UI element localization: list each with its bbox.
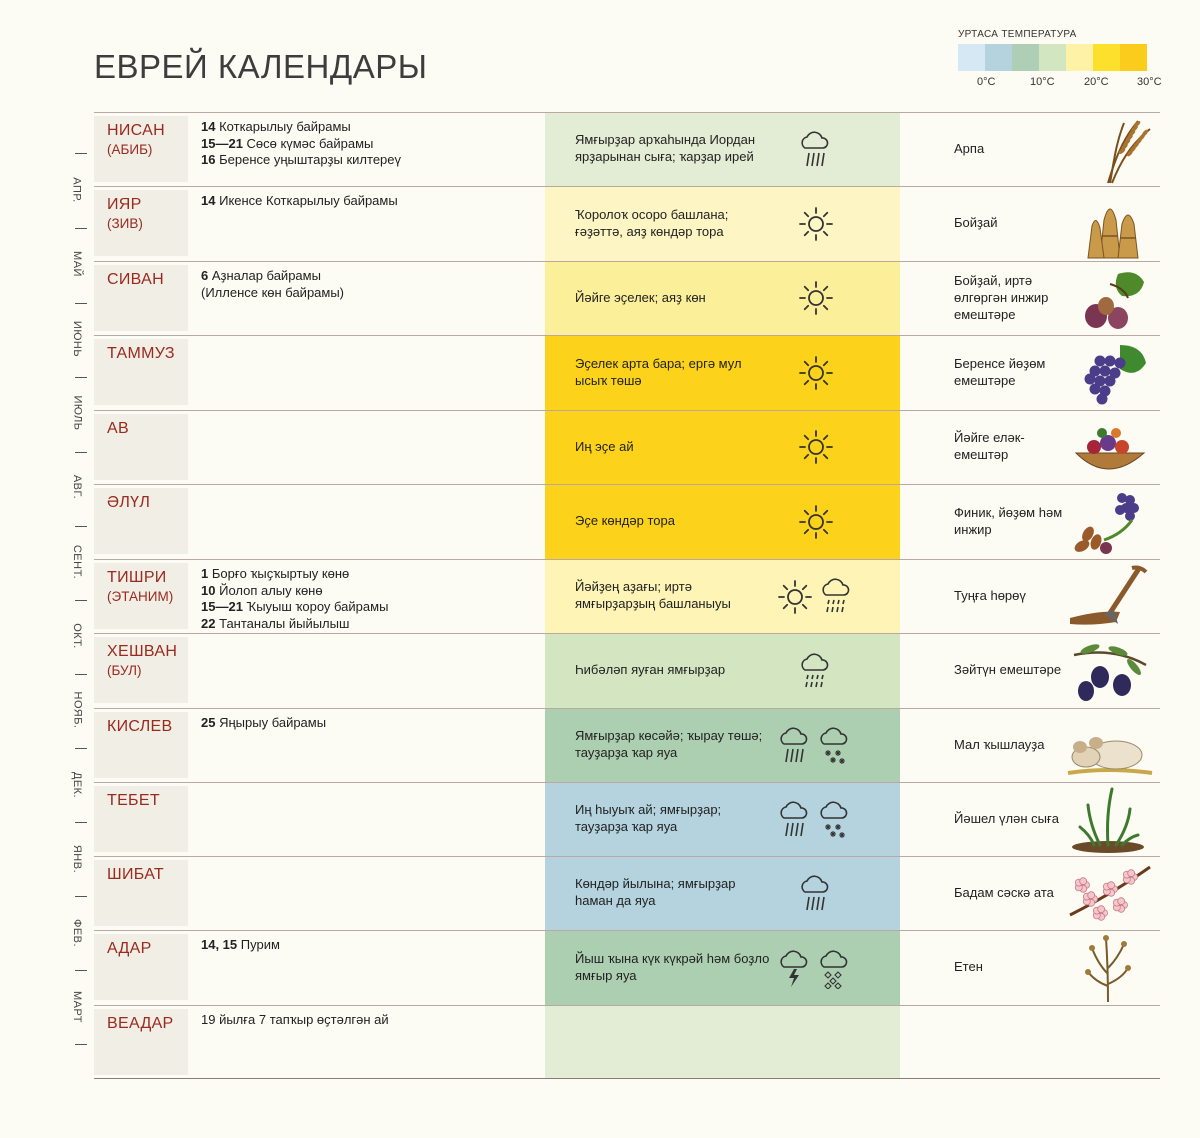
weather-description: Көндәр йылына; ямғырҙар һаман да яуа bbox=[575, 876, 736, 908]
barley-icon bbox=[1060, 115, 1156, 185]
festival-day: 1 bbox=[201, 566, 209, 581]
grass-icon bbox=[1060, 785, 1156, 855]
plow-icon bbox=[1060, 562, 1156, 632]
wheat-sheaves-icon bbox=[1060, 190, 1156, 260]
festival-list bbox=[201, 566, 541, 632]
weather-description: Ямғырҙар арҡаһында Иордан ярҙарынан сыға; ҡарҙар ирей bbox=[575, 132, 756, 164]
temperature-legend bbox=[958, 29, 1162, 92]
weather-icons bbox=[776, 949, 852, 989]
weather-description: Эҫелек арта бара; ергә мул ысыҡ төшә bbox=[575, 355, 742, 388]
gregorian-month-text: НОЯБ. bbox=[71, 691, 84, 729]
month-cell bbox=[94, 1009, 188, 1075]
gregorian-month-text: МАРТ bbox=[71, 991, 83, 1024]
gregorian-month-label bbox=[60, 822, 94, 896]
festival-item bbox=[201, 715, 541, 732]
festival-list bbox=[201, 193, 541, 210]
legend-color-bar bbox=[958, 44, 1147, 71]
month-alt-name: (ЗИВ) bbox=[107, 216, 143, 231]
festival-item bbox=[201, 1012, 541, 1029]
month-row bbox=[94, 782, 1160, 856]
gregorian-month-label bbox=[60, 153, 94, 227]
festival-item bbox=[201, 937, 541, 954]
agriculture-description: Финик, йөҙөм һәм инжир bbox=[954, 504, 1063, 537]
legend-swatch bbox=[1120, 44, 1147, 71]
month-cell bbox=[94, 563, 188, 629]
month-name: ТЕБЕТ bbox=[107, 792, 160, 809]
month-row bbox=[94, 930, 1160, 1005]
gregorian-month-text: МАЙ bbox=[71, 251, 83, 278]
month-cell bbox=[94, 339, 188, 405]
month-alt-name: (АБИБ) bbox=[107, 142, 153, 157]
festival-text: Тантаналы йыйылыш bbox=[219, 615, 350, 631]
weather-description: Ямғырҙар көсәйә; ҡырау төшә; тауҙарҙа ҡар яуа bbox=[575, 728, 763, 760]
festival-item bbox=[201, 566, 541, 583]
legend-swatch bbox=[1093, 44, 1120, 71]
month-row bbox=[94, 335, 1160, 410]
legend-swatch bbox=[985, 44, 1012, 71]
festival-item bbox=[201, 285, 541, 302]
festival-list bbox=[201, 1012, 541, 1029]
month-cell bbox=[94, 190, 188, 256]
gregorian-month-label bbox=[60, 376, 94, 450]
agriculture-description: Йәшел үлән сыға bbox=[954, 810, 1059, 826]
festival-item bbox=[201, 583, 541, 600]
gregorian-month-label bbox=[60, 599, 94, 673]
drizzle-cloud-icon bbox=[797, 652, 833, 692]
page-title: ЕВРЕЙ КАЛЕНДАРЫ bbox=[94, 48, 428, 85]
festival-list bbox=[201, 937, 541, 954]
month-name: ШИБАТ bbox=[107, 866, 165, 883]
month-name: ТАММУЗ bbox=[107, 345, 175, 362]
month-row bbox=[94, 708, 1160, 782]
month-row bbox=[94, 261, 1160, 335]
month-name: ВЕАДАР bbox=[107, 1015, 174, 1032]
grapes-icon bbox=[1060, 339, 1156, 409]
festival-day: 15—21 bbox=[201, 135, 243, 151]
month-row bbox=[94, 559, 1160, 633]
weather-description: Йәйге эҫелек; аяҙ көн bbox=[575, 289, 706, 305]
month-row bbox=[94, 484, 1160, 559]
fruit-basket-icon bbox=[1060, 413, 1156, 483]
weather-description: Һибәләп яуған ямғырҙар bbox=[575, 662, 726, 677]
weather-description: Ҡоролоҡ осоро башлана; ғәҙәттә, аяҙ көндәр тора bbox=[575, 206, 729, 239]
month-cell bbox=[94, 786, 188, 852]
festival-text: Сөсө күмәс байрамы bbox=[246, 135, 374, 151]
legend-labels bbox=[958, 76, 1162, 92]
sun-icon bbox=[797, 354, 835, 392]
legend-swatch bbox=[1039, 44, 1066, 71]
festival-text: (Илленсе көн байрамы) bbox=[201, 284, 345, 300]
gregorian-month-label bbox=[60, 302, 94, 376]
festival-day: 10 bbox=[201, 582, 216, 598]
sheep-icon bbox=[1060, 711, 1156, 781]
rain-cloud-icon bbox=[797, 874, 833, 914]
agriculture-description: Бойҙай, иртә өлгөргән инжир емештәре bbox=[954, 272, 1049, 322]
festival-text: Аҙналар байрамы bbox=[211, 268, 321, 283]
month-name: СИВАН bbox=[107, 271, 164, 288]
festival-text: Ҡыуыш ҡороу байрамы bbox=[246, 599, 389, 614]
weather-icons bbox=[797, 652, 833, 692]
legend-label: 30°C bbox=[1137, 76, 1162, 88]
month-name: ХЕШВАН bbox=[107, 643, 178, 660]
weather-description: Йыш ҡына күк күкрәй һәм боҙло ямғыр яуа bbox=[575, 950, 770, 983]
month-row bbox=[94, 633, 1160, 708]
weather-description: Иң эҫе ай bbox=[575, 438, 634, 454]
gregorian-month-label bbox=[60, 227, 94, 301]
festival-day: 14, 15 bbox=[201, 937, 238, 952]
weather-icons bbox=[776, 800, 852, 840]
agriculture-description: Арпа bbox=[954, 140, 985, 156]
gregorian-month-text: ИЮЛЬ bbox=[71, 395, 83, 431]
month-name: КИСЛЕВ bbox=[107, 718, 173, 735]
rain-cloud-icon bbox=[776, 800, 812, 840]
month-cell bbox=[94, 934, 188, 1000]
festival-item bbox=[201, 268, 541, 285]
festival-list bbox=[201, 119, 541, 169]
fig-icon bbox=[1060, 264, 1156, 334]
festival-item bbox=[201, 119, 541, 136]
festival-item bbox=[201, 152, 541, 169]
month-cell bbox=[94, 414, 188, 480]
weather-icons bbox=[797, 205, 835, 243]
month-row bbox=[94, 410, 1160, 484]
weather-icons bbox=[797, 130, 833, 170]
festival-text: Икенсе Коткарылыу байрамы bbox=[219, 193, 398, 208]
gregorian-month-text: АПР. bbox=[71, 177, 83, 203]
agriculture-description: Бойҙай bbox=[954, 215, 998, 230]
weather-icons bbox=[776, 726, 852, 766]
thunder-cloud-icon bbox=[776, 949, 812, 989]
agriculture-description: Бадам сәскә ата bbox=[954, 884, 1054, 900]
festival-day: 15—21 bbox=[201, 599, 243, 614]
agriculture-description: Зәйтүн емештәре bbox=[954, 662, 1062, 677]
month-name: ИЯР bbox=[107, 196, 142, 213]
weather-icons bbox=[797, 354, 835, 392]
weather-icons bbox=[797, 874, 833, 914]
almond-blossom-icon bbox=[1060, 859, 1156, 929]
sun-icon bbox=[797, 205, 835, 243]
gregorian-month-text: АВГ. bbox=[71, 475, 83, 500]
festival-text: Яңырыу байрамы bbox=[219, 715, 327, 730]
festival-day: 14 bbox=[201, 193, 216, 208]
festival-text: 19 йылға 7 тапҡыр өҫтәлгән ай bbox=[201, 1012, 389, 1027]
month-alt-name: (БУЛ) bbox=[107, 663, 142, 678]
legend-swatch bbox=[1066, 44, 1093, 71]
weather-description: Иң һыуыҡ ай; ямғырҙар; тауҙарҙа ҡар яуа bbox=[575, 802, 722, 834]
sun-icon bbox=[797, 503, 835, 541]
month-row bbox=[94, 1005, 1160, 1078]
festival-item bbox=[201, 193, 541, 210]
month-name: АДАР bbox=[107, 940, 152, 957]
legend-title: УРТАСА ТЕМПЕРАТУРА bbox=[958, 29, 1077, 40]
gregorian-month-text: ФЕВ. bbox=[71, 919, 83, 948]
gregorian-month-text: ОКТ. bbox=[71, 623, 83, 649]
weather-icons bbox=[797, 503, 835, 541]
gregorian-month-label bbox=[60, 970, 94, 1044]
gregorian-month-text: СЕНТ. bbox=[71, 544, 83, 579]
sun-icon bbox=[797, 428, 835, 466]
agriculture-description: Беренсе йөҙөм емештәре bbox=[954, 355, 1046, 388]
month-cell bbox=[94, 712, 188, 778]
festival-day: 25 bbox=[201, 715, 216, 730]
olive-icon bbox=[1060, 637, 1156, 707]
festival-text: Коткарылыу байрамы bbox=[219, 119, 351, 134]
agriculture-description: Мал ҡышлауҙа bbox=[954, 736, 1045, 752]
dates-grapes-icon bbox=[1060, 488, 1156, 558]
gregorian-month-label bbox=[60, 673, 94, 747]
snow-cloud-icon bbox=[816, 726, 852, 766]
month-cell bbox=[94, 488, 188, 554]
month-name: АВ bbox=[107, 420, 129, 437]
sun-icon bbox=[776, 578, 814, 616]
table-bottom-border bbox=[94, 1078, 1160, 1079]
agriculture-description: Туңға һөрөү bbox=[954, 587, 1026, 603]
drizzle-cloud-icon bbox=[818, 577, 854, 617]
festival-day: 6 bbox=[201, 268, 209, 283]
gregorian-month-axis bbox=[60, 112, 94, 1047]
festival-text: Борғо ҡыҫҡыртыу көнө bbox=[211, 566, 350, 581]
agriculture-description: Йәйге еләк-емештәр bbox=[954, 430, 1025, 462]
legend-swatch bbox=[958, 44, 985, 71]
month-cell bbox=[94, 637, 188, 703]
gregorian-month-label bbox=[60, 450, 94, 524]
festival-text: Пурим bbox=[240, 937, 280, 952]
flax-icon bbox=[1060, 934, 1156, 1004]
weather-icons bbox=[797, 279, 835, 317]
month-row bbox=[94, 856, 1160, 930]
weather-description: Йәйҙең аҙағы; иртә ямғырҙарҙың башланыуы bbox=[575, 579, 731, 611]
month-name: ТИШРИ bbox=[107, 569, 167, 586]
snow-cloud-icon bbox=[816, 800, 852, 840]
legend-label: 10°C bbox=[1030, 76, 1055, 88]
festival-list bbox=[201, 715, 541, 732]
gregorian-month-label bbox=[60, 896, 94, 970]
month-alt-name: (ЭТАНИМ) bbox=[107, 589, 174, 604]
festival-text: Йолоп алыу көнө bbox=[219, 582, 323, 598]
festival-day: 14 bbox=[201, 119, 216, 134]
festival-day: 22 bbox=[201, 615, 216, 631]
weather-icons bbox=[776, 577, 854, 617]
legend-swatch bbox=[1012, 44, 1039, 71]
weather-icons bbox=[797, 428, 835, 466]
gregorian-month-label bbox=[60, 747, 94, 821]
month-row bbox=[94, 186, 1160, 261]
weather-description: Эҫе көндәр тора bbox=[575, 513, 675, 528]
festival-item bbox=[201, 599, 541, 616]
festival-list bbox=[201, 268, 541, 301]
legend-label: 0°C bbox=[977, 76, 996, 88]
month-cell bbox=[94, 860, 188, 926]
gregorian-month-text: ДЕК. bbox=[70, 771, 83, 798]
gregorian-month-text: ИЮНЬ bbox=[71, 320, 83, 357]
gregorian-month-label bbox=[60, 525, 94, 599]
sun-icon bbox=[797, 279, 835, 317]
rain-cloud-icon bbox=[797, 130, 833, 170]
hail-cloud-icon bbox=[816, 949, 852, 989]
month-row bbox=[94, 112, 1160, 186]
month-cell bbox=[94, 116, 188, 182]
festival-item bbox=[201, 616, 541, 633]
month-cell bbox=[94, 265, 188, 331]
festival-text: Беренсе уңыштарҙы килтереү bbox=[219, 152, 402, 167]
legend-label: 20°C bbox=[1084, 76, 1109, 88]
month-name: ӘЛҮЛ bbox=[107, 494, 151, 511]
agriculture-description: Етен bbox=[954, 959, 983, 974]
festival-item bbox=[201, 136, 541, 153]
rain-cloud-icon bbox=[776, 726, 812, 766]
month-name: НИСАН bbox=[107, 122, 165, 139]
festival-day: 16 bbox=[201, 152, 216, 167]
gregorian-month-text: ЯНВ. bbox=[71, 844, 83, 873]
